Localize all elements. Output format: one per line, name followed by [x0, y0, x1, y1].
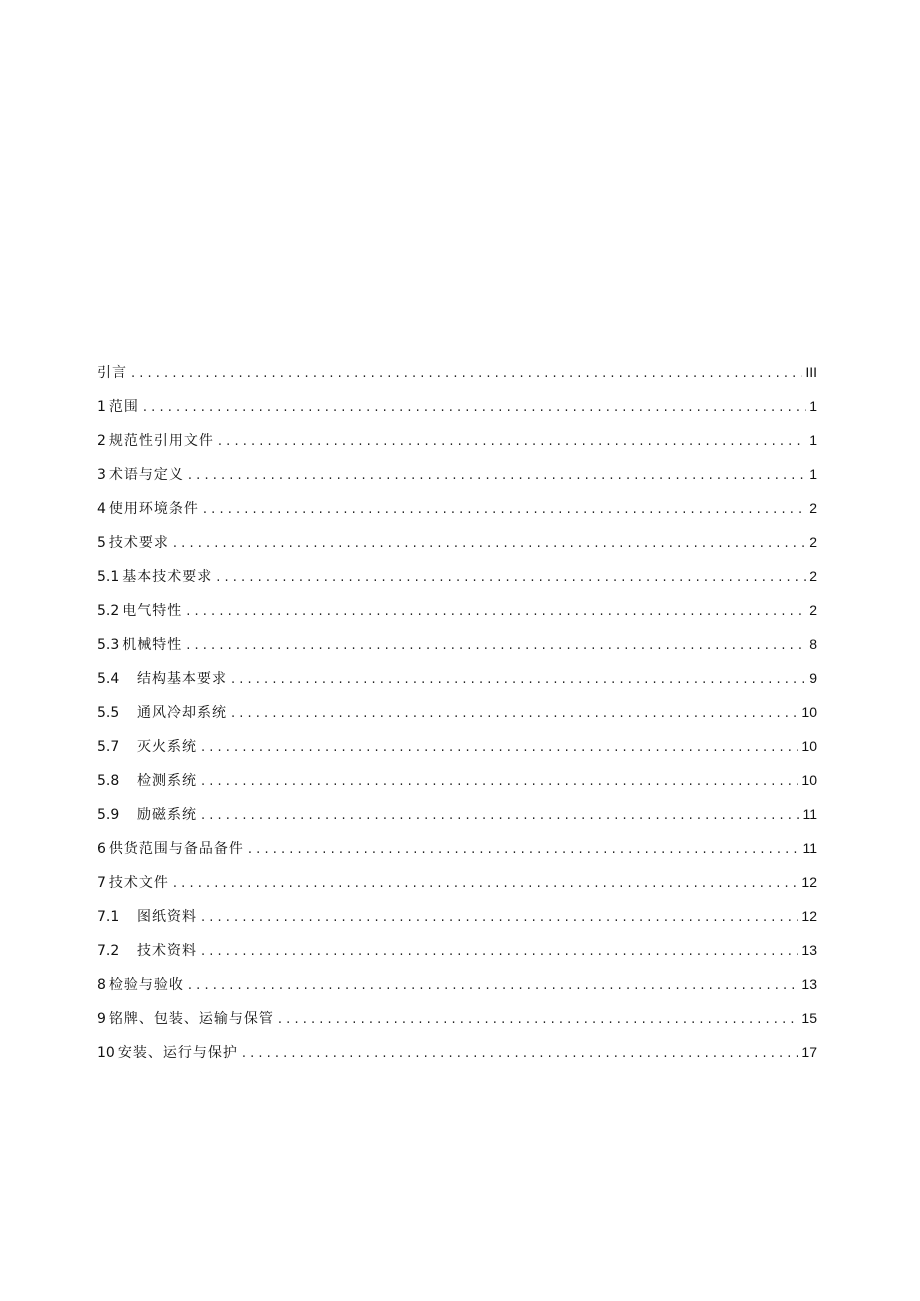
toc-entry-page: 1 [809, 398, 817, 414]
toc-entry[interactable] [97, 702, 817, 736]
toc-entry-number: 7.1 [97, 909, 120, 925]
toc-entry-page: 8 [809, 636, 817, 652]
toc-entry-title: 机械特性 [122, 637, 183, 653]
toc-entry-page: III [805, 364, 817, 380]
toc-entry-title: 术语与定义 [108, 467, 184, 483]
toc-entry-number: 5.7 [97, 739, 120, 755]
toc-entry-number: 10 [97, 1045, 115, 1061]
toc-entry-title: 检验与验收 [108, 977, 184, 993]
toc-entry[interactable] [97, 906, 817, 940]
toc-entry-number: 3 [97, 467, 106, 483]
toc-entry-title: 范围 [108, 399, 139, 415]
toc-entry-page: 11 [802, 840, 817, 856]
toc-entry-title: 通风冷却系统 [137, 705, 227, 721]
toc-entry-page: 2 [809, 500, 817, 516]
toc-leader-dots [201, 806, 799, 826]
toc-entry-title: 技术要求 [108, 535, 169, 551]
toc-entry-title: 检测系统 [137, 773, 197, 789]
toc-entry-page: 2 [809, 534, 817, 550]
toc-entry-title: 使用环境条件 [108, 501, 199, 517]
toc-entry[interactable] [97, 974, 817, 1008]
toc-entry-number: 5.1 [97, 569, 120, 585]
toc-entry-title: 技术资料 [137, 943, 197, 959]
toc-entry[interactable] [97, 532, 817, 566]
toc-leader-dots [278, 1010, 799, 1030]
toc-entry-page: 10 [801, 704, 817, 720]
toc-entry[interactable] [97, 498, 817, 532]
toc-leader-dots [201, 942, 798, 962]
toc-entry-number: 5.9 [97, 807, 120, 823]
toc-entry-title: 铭牌、包装、运输与保管 [108, 1011, 274, 1027]
toc-entry-page: 15 [801, 1010, 817, 1026]
toc-entry-page: 1 [809, 432, 817, 448]
toc-entry-number: 1 [97, 399, 106, 415]
toc-entry-page: 10 [801, 738, 817, 754]
toc-leader-dots [186, 602, 806, 622]
toc-entry[interactable] [97, 838, 817, 872]
toc-entry-number: 7 [97, 875, 106, 891]
toc-entry-page: 13 [801, 942, 817, 958]
toc-leader-dots [231, 670, 806, 690]
toc-entry[interactable] [97, 1008, 817, 1042]
toc-entry[interactable] [97, 1042, 817, 1076]
toc-entry[interactable] [97, 634, 817, 668]
toc-entry-title: 基本技术要求 [122, 569, 213, 585]
toc-leader-dots [203, 500, 806, 520]
toc-entry-title: 安装、运行与保护 [117, 1045, 238, 1061]
toc-entry[interactable] [97, 940, 817, 974]
toc-leader-dots [173, 534, 806, 554]
toc-leader-dots [188, 466, 806, 486]
toc-leader-dots [186, 636, 806, 656]
toc-entry-page: 9 [809, 670, 817, 686]
toc-entry-title: 结构基本要求 [137, 671, 227, 687]
toc-entry-page: 12 [801, 908, 817, 924]
toc-entry-number: 5.4 [97, 671, 120, 687]
toc-entry[interactable] [97, 770, 817, 804]
toc-entry[interactable] [97, 362, 817, 396]
toc-leader-dots [201, 772, 798, 792]
toc-leader-dots [242, 1044, 799, 1064]
toc-entry-page: 13 [801, 976, 817, 992]
toc-entry[interactable] [97, 430, 817, 464]
toc-entry-page: 11 [802, 806, 817, 822]
toc-entry-number: 9 [97, 1011, 106, 1027]
toc-leader-dots [188, 976, 799, 996]
toc-entry-page: 2 [809, 568, 817, 584]
toc-leader-dots [201, 908, 798, 928]
toc-leader-dots [131, 364, 802, 384]
toc-leader-dots [143, 398, 806, 418]
toc-entry-title: 灭火系统 [137, 739, 197, 755]
toc-leader-dots [218, 432, 806, 452]
toc-entry-number: 5.8 [97, 773, 120, 789]
toc-entry[interactable] [97, 804, 817, 838]
toc-leader-dots [216, 568, 806, 588]
toc-entry-title: 引言 [97, 365, 127, 381]
toc-entry-number: 2 [97, 433, 106, 449]
toc-entry-title: 技术文件 [108, 875, 169, 891]
toc-entry-title: 励磁系统 [137, 807, 197, 823]
toc-entry[interactable] [97, 464, 817, 498]
toc-entry[interactable] [97, 396, 817, 430]
toc-entry-number: 5.3 [97, 637, 120, 653]
toc-entry[interactable] [97, 566, 817, 600]
toc-entry-page: 17 [801, 1044, 817, 1060]
toc-leader-dots [248, 840, 800, 860]
toc-entry-title: 图纸资料 [137, 909, 197, 925]
toc-entry-number: 5.2 [97, 603, 120, 619]
toc-leader-dots [201, 738, 798, 758]
toc-entry[interactable] [97, 872, 817, 906]
toc-entry-number: 6 [97, 841, 106, 857]
toc-entry-number: 7.2 [97, 943, 120, 959]
toc-entry-page: 1 [809, 466, 817, 482]
toc-leader-dots [173, 874, 799, 894]
toc-entry-page: 10 [801, 772, 817, 788]
toc-entry-title: 规范性引用文件 [108, 433, 214, 449]
toc-entry-page: 12 [801, 874, 817, 890]
toc-entry-title: 电气特性 [122, 603, 183, 619]
table-of-contents [97, 362, 817, 1076]
toc-entry-number: 8 [97, 977, 106, 993]
toc-leader-dots [231, 704, 798, 724]
toc-entry-page: 2 [809, 602, 817, 618]
toc-entry-number: 4 [97, 501, 106, 517]
toc-entry[interactable] [97, 600, 817, 634]
toc-entry-number: 5.5 [97, 705, 120, 721]
toc-entry[interactable] [97, 668, 817, 702]
toc-entry-title: 供货范围与备品备件 [108, 841, 244, 857]
toc-entry-number: 5 [97, 535, 106, 551]
toc-entry[interactable] [97, 736, 817, 770]
